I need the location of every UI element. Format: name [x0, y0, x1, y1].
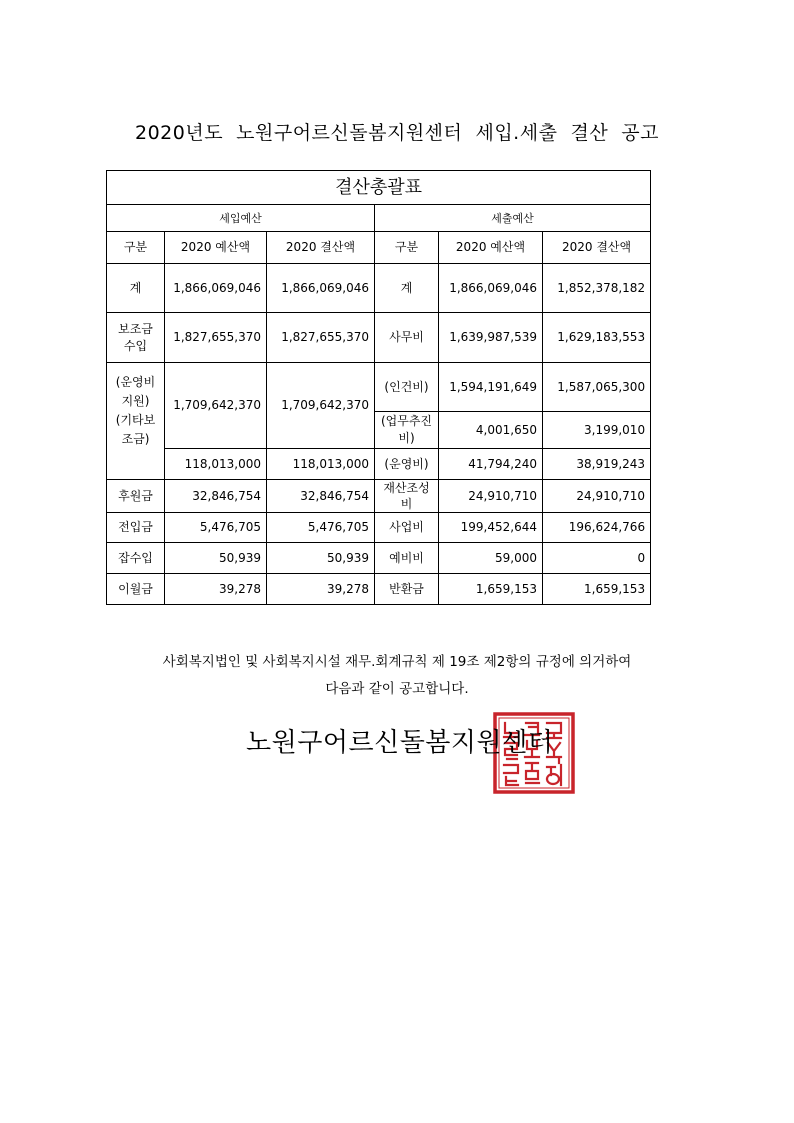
- table-row: [107, 480, 651, 513]
- row-label: 후원금: [107, 480, 165, 513]
- row-label: 계: [375, 264, 439, 313]
- document-title: 2020년도 노원구어르신돌봄지원센터 세입.세출 결산 공고: [135, 122, 659, 144]
- row-label: [107, 363, 165, 480]
- cell-value: 118,013,000: [267, 449, 375, 480]
- row-label: 반환금: [375, 574, 439, 605]
- row-label: 전입금: [107, 513, 165, 543]
- cell-value: 1,659,153: [543, 574, 651, 605]
- table-row: [107, 449, 651, 480]
- cell-value: 50,939: [267, 543, 375, 574]
- expense-section-label: 세출예산: [375, 205, 651, 232]
- cell-value: 1,587,065,300: [543, 363, 651, 412]
- cell-value: 1,594,191,649: [439, 363, 543, 412]
- cell-value: 1,827,655,370: [165, 313, 267, 363]
- label-line: 비: [400, 497, 413, 511]
- cell-value: 32,846,754: [267, 480, 375, 513]
- row-label: [107, 313, 165, 363]
- table-row: [107, 574, 651, 605]
- cell-value: 1,659,153: [439, 574, 543, 605]
- cell-value: 1,866,069,046: [439, 264, 543, 313]
- row-label: [375, 412, 439, 449]
- cell-value: 1,709,642,370: [165, 363, 267, 449]
- table-row: [107, 313, 651, 363]
- cell-value: 39,278: [267, 574, 375, 605]
- row-label: 이월금: [107, 574, 165, 605]
- cell-value: 39,278: [165, 574, 267, 605]
- cell-value: 199,452,644: [439, 513, 543, 543]
- revenue-section-label: 세입예산: [107, 205, 375, 232]
- row-label: 사업비: [375, 513, 439, 543]
- cell-value: 24,910,710: [439, 480, 543, 513]
- cell-value: 38,919,243: [543, 449, 651, 480]
- cell-value: 1,629,183,553: [543, 313, 651, 363]
- label-line: 조금): [121, 432, 150, 446]
- row-label: 잡수입: [107, 543, 165, 574]
- table-row: [107, 264, 651, 313]
- cell-value: 32,846,754: [165, 480, 267, 513]
- cell-value: 1,866,069,046: [267, 264, 375, 313]
- row-label: 예비비: [375, 543, 439, 574]
- table-row: [107, 543, 651, 574]
- settlement-summary-table: [106, 170, 651, 605]
- section-row: [107, 205, 651, 232]
- cell-value: 5,476,705: [267, 513, 375, 543]
- column-header-row: [107, 232, 651, 264]
- label-line: 수입: [123, 338, 148, 353]
- notice-line: 다음과 같이 공고합니다.: [325, 681, 469, 697]
- notice-text: [0, 649, 794, 703]
- cell-value: 118,013,000: [165, 449, 267, 480]
- cell-value: 1,709,642,370: [267, 363, 375, 449]
- label-line: 보조금: [118, 321, 153, 336]
- cell-value: 4,001,650: [439, 412, 543, 449]
- col-category-expense: 구분: [375, 232, 439, 264]
- table-heading-row: [107, 171, 651, 205]
- cell-value: 24,910,710: [543, 480, 651, 513]
- cell-value: 41,794,240: [439, 449, 543, 480]
- row-label: (운영비): [375, 449, 439, 480]
- col-settlement-revenue: 2020 결산액: [267, 232, 375, 264]
- label-line: 비): [398, 431, 415, 445]
- cell-value: 1,852,378,182: [543, 264, 651, 313]
- cell-value: 196,624,766: [543, 513, 651, 543]
- cell-value: 1,827,655,370: [267, 313, 375, 363]
- label-line: (업무추진: [380, 414, 433, 428]
- label-line: (기타보: [115, 413, 156, 427]
- organization-name: 노원구어르신돌봄지원센터: [246, 728, 554, 758]
- label-line: (운영비: [115, 375, 156, 389]
- col-budget-revenue: 2020 예산액: [165, 232, 267, 264]
- col-settlement-expense: 2020 결산액: [543, 232, 651, 264]
- row-label: 사무비: [375, 313, 439, 363]
- table-row: [107, 363, 651, 412]
- row-label: (인건비): [375, 363, 439, 412]
- cell-value: 1,639,987,539: [439, 313, 543, 363]
- row-label: [375, 480, 439, 513]
- cell-value: 50,939: [165, 543, 267, 574]
- cell-value: 1,866,069,046: [165, 264, 267, 313]
- cell-value: 0: [543, 543, 651, 574]
- notice-line: 사회복지법인 및 사회복지시설 재무.회계규칙 제 19조 제2항의 규정에 의거하여: [162, 654, 632, 670]
- row-label: 계: [107, 264, 165, 313]
- label-line: 지원): [121, 394, 150, 408]
- cell-value: 3,199,010: [543, 412, 651, 449]
- cell-value: 59,000: [439, 543, 543, 574]
- table-heading: 결산총괄표: [107, 171, 651, 205]
- label-line: 재산조성: [383, 481, 430, 495]
- cell-value: 5,476,705: [165, 513, 267, 543]
- col-budget-expense: 2020 예산액: [439, 232, 543, 264]
- col-category-revenue: 구분: [107, 232, 165, 264]
- table-row: [107, 513, 651, 543]
